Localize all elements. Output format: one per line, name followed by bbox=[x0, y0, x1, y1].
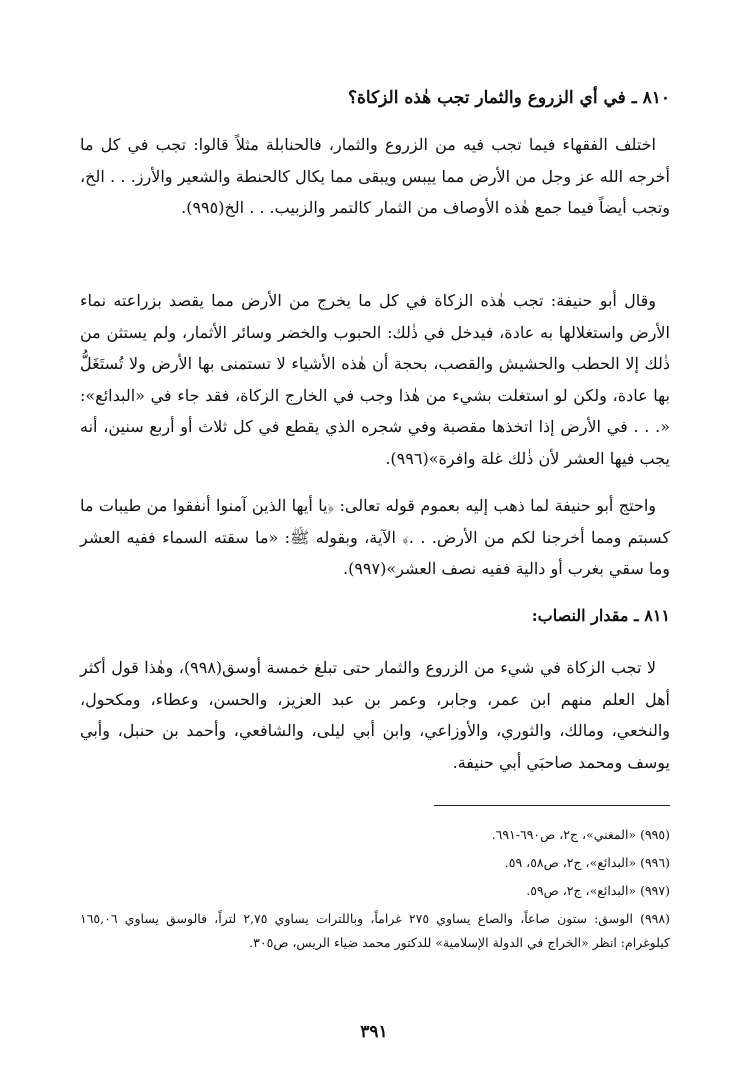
footnote-997: (٩٩٧) «البدائع»، ج٢، ص٥٩. bbox=[526, 883, 670, 898]
footnote-divider bbox=[434, 805, 670, 806]
page-number: ٣٩١ bbox=[360, 1022, 388, 1042]
section-810-body-abu-hanifa bbox=[80, 285, 670, 474]
footnote-996: (٩٩٦) «البدائع»، ج٢، ص٥٨، ٥٩. bbox=[504, 855, 670, 870]
section-811-heading: ٨١١ ـ مقدار النصاب: bbox=[531, 606, 670, 625]
footnote-998: (٩٩٨) الوسق: ستون صاعاً، والصاع يساوي ٢٧٥ غراماً، وباللترات يساوي ٢,٧٥ لتراً، فالوسق يساوي ١٦٥,٠٦ كيلوغرام: انظر «الخراج في الدولة الإسلامية» للدكتور محمد ضياء الريس، ص٣٠٥. bbox=[80, 911, 671, 950]
section-810-body bbox=[80, 129, 670, 224]
section-811-body bbox=[80, 652, 670, 778]
paragraph-nisab: لا تجب الزكاة في شيء من الزروع والثمار حتى تبلغ خمسة أوسق(٩٩٨)، وهٰذا قول أكثر أهل العلم منهم ابن عمر، وجابر، وعمر بن عبد العزيز، والحسن، وعطاء، ومكحول، والنخعي، ومالك، والثوري، والأوزاعي، وابن أبي ليلى، والشافعي، وأحمد بن حنبل، وأبي يوسف ومحمد صاحبَي أبي حنيفة. bbox=[80, 658, 671, 772]
paragraph-evidence: واحتج أبو حنيفة لما ذهب إليه بعموم قوله تعالى: ﴿يا أيها الذين آمنوا أنفقوا من طيبات ما كسبتم ومما أخرجنا لكم من الأرض. . .﴾ الآية، وبقوله ﷺ: «ما سقته السماء ففيه العشر وما سقي بغرب أو دالية ففيه نصف العشر»(٩٩٧). bbox=[80, 496, 670, 578]
section-810-body-evidence bbox=[80, 490, 670, 585]
footnotes bbox=[80, 823, 670, 955]
footnote-995: (٩٩٥) «المغني»، ج٢، ص٦٩٠-٦٩١. bbox=[491, 827, 670, 842]
paragraph-abu-hanifa: وقال أبو حنيفة: تجب هٰذه الزكاة في كل ما يخرج من الأرض مما يقصد بزراعته نماء الأرض واستغلالها به عادة، فيدخل في ذٰلك: الحبوب والخضر وسائر الأثمار، ولم يستثن من ذٰلك إلا الحطب والحشيش والقصب، بحجة أن هٰذه الأشياء لا تستمنى بها الأرض ولا تُستَغَلُّ بها عادة، ولكن لو استغلت بشيء من هٰذا وجب في الخارج الزكاة، فقد جاء في «البدائع»: «. . . في الأرض إذا اتخذها مقصبة وفي شجره الذي يقطع في كل ثلاث أو أربع سنين، أنه يجب فيها العشر لأن ذٰلك غلة وافرة»(٩٩٦). bbox=[80, 291, 670, 468]
paragraph-fiqh-disagreement: اختلف الفقهاء فيما تجب فيه من الزروع والثمار، فالحنابلة مثلاً قالوا: تجب في كل ما أخرجه الله عز وجل من الأرض مما ييبس ويبقى مما يكال كالحنطة والشعير والأرز. . . الخ، وتجب أيضاً فيما جمع هٰذه الأوصاف من الثمار كالتمر والزبيب. . . الخ(٩٩٥). bbox=[80, 135, 670, 217]
section-810-heading: ٨١٠ ـ في أي الزروع والثمار تجب هٰذه الزكاة؟ bbox=[347, 88, 670, 108]
